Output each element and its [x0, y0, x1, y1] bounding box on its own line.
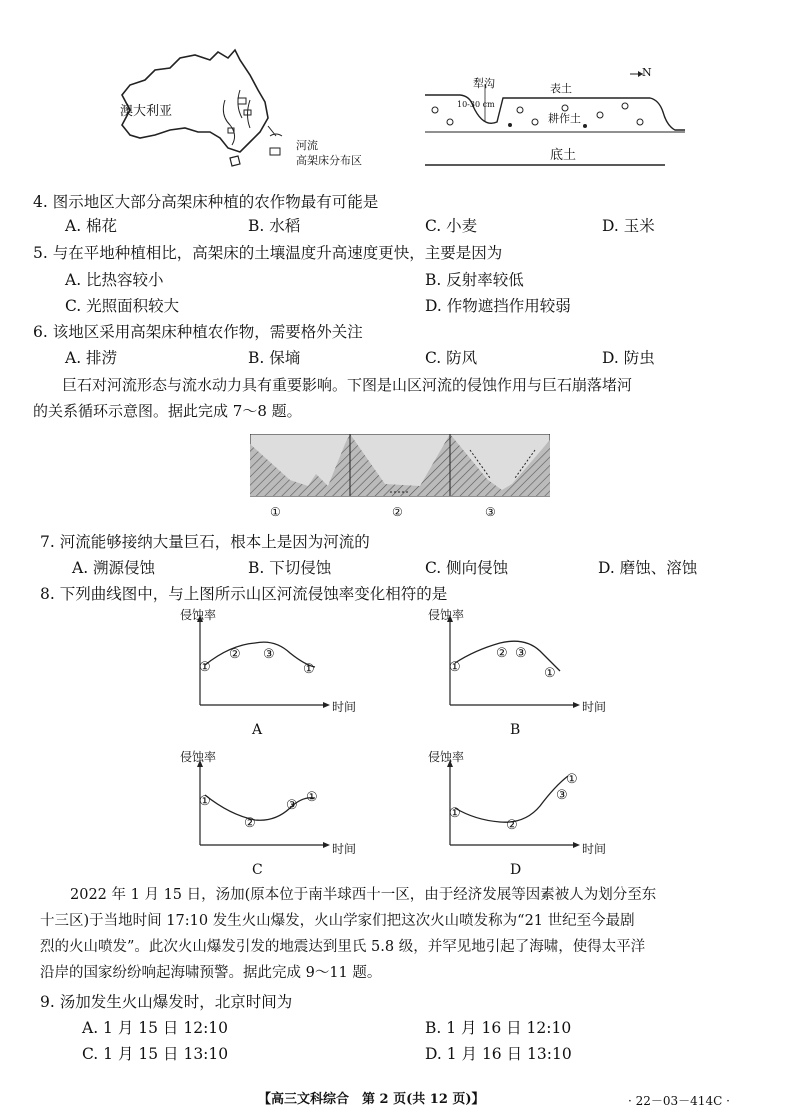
graph-c-point-3: ③	[286, 798, 298, 813]
graph-d-xlabel: 时间	[582, 842, 607, 856]
map-country-label: 澳大利亚	[120, 104, 173, 119]
q9-stem: 9. 汤加发生火山爆发时，北京时间为	[40, 993, 293, 1011]
q9-option-d[interactable]: D. 1 月 16 日 13:10	[425, 1045, 572, 1063]
q5-option-a[interactable]: A. 比热容较小	[65, 271, 164, 289]
q5-option-d[interactable]: D. 作物遮挡作用较弱	[425, 297, 571, 315]
graph-d-ylabel: 侵蚀率	[428, 750, 465, 764]
q8-stem: 8. 下列曲线图中，与上图所示山区河流侵蚀率变化相符的是	[40, 585, 448, 603]
river-line	[223, 100, 234, 145]
graph-d-point-3: ③	[556, 788, 568, 803]
graph-b-xlabel: 时间	[582, 700, 607, 714]
profile-topsoil-label: 表土	[550, 82, 572, 95]
valley-cycle-figure	[250, 434, 550, 506]
graph-b-point-2: ②	[496, 646, 508, 661]
intro3-line4: 沿岸的国家纷纷响起海啸预警。据此完成 9～11 题。	[40, 965, 382, 981]
graph-a-label: A	[252, 722, 263, 738]
q5-option-b[interactable]: B. 反射率较低	[425, 271, 524, 289]
q6-stem: 6. 该地区采用高架床种植农作物，需要格外关注	[33, 323, 363, 341]
intro3-line2: 十三区)于当地时间 17:10 发生火山爆发，火山学家们把这次火山喷发称为“21 世纪至今最剧	[40, 913, 635, 929]
graph-b-ylabel: 侵蚀率	[428, 608, 465, 622]
intro3-line1: 2022 年 1 月 15 日，汤加(原本位于南半球西十一区，由于经济发展等因素被人为划分至东	[70, 887, 657, 903]
q4-option-c[interactable]: C. 小麦	[425, 217, 478, 235]
graph-a-point-1b: ①	[303, 662, 315, 677]
q5-stem: 5. 与在平地种植相比，高架床的土壤温度升高速度更快，主要是因为	[33, 244, 503, 262]
graph-c-label: C	[252, 862, 263, 878]
graph-d-label: D	[510, 862, 522, 878]
graph-c-point-1b: ①	[306, 790, 318, 805]
graph-c-xlabel: 时间	[332, 842, 357, 856]
footer-page-info: 【高三文科综合 第 2 页(共 12 页)】	[258, 1092, 485, 1107]
graph-a-point-1: ①	[199, 660, 211, 675]
profile-furrow-label: 犁沟	[473, 77, 495, 90]
graph-d-point-1b: ①	[566, 772, 578, 787]
north-label: N	[642, 66, 652, 79]
q7-stem: 7. 河流能够接纳大量巨石，根本上是因为河流的	[40, 533, 370, 551]
q5-option-c[interactable]: C. 光照面积较大	[65, 297, 180, 315]
graph-d-point-2: ②	[506, 818, 518, 833]
q9-option-c[interactable]: C. 1 月 15 日 13:10	[82, 1045, 229, 1063]
profile-depth-label: 10-30 cm	[457, 100, 495, 109]
profile-subsoil-label: 底土	[550, 148, 577, 163]
q4-option-d[interactable]: D. 玉米	[602, 217, 655, 235]
graph-a-xlabel: 时间	[332, 700, 357, 714]
legend-river-label: 河流	[296, 139, 318, 152]
q7-option-b[interactable]: B. 下切侵蚀	[248, 559, 332, 577]
q6-option-b[interactable]: B. 保墒	[248, 349, 301, 367]
graph-b-point-1: ①	[449, 660, 461, 675]
valley-label-2: ②	[392, 505, 403, 519]
graph-c-ylabel: 侵蚀率	[180, 750, 217, 764]
graph-b-point-3: ③	[515, 646, 527, 661]
intro3-line3: 烈的火山喷发”。此次火山爆发引发的地震达到里氏 5.8 级，并罕见地引起了海啸，使得太平洋	[40, 939, 646, 955]
graph-d-point-1: ①	[449, 806, 461, 821]
graph-a-ylabel: 侵蚀率	[180, 608, 217, 622]
graph-b-point-1b: ①	[544, 666, 556, 681]
q4-option-b[interactable]: B. 水稻	[248, 217, 301, 235]
q7-option-c[interactable]: C. 侧向侵蚀	[425, 559, 509, 577]
q7-option-a[interactable]: A. 溯源侵蚀	[72, 559, 156, 577]
graph-a-point-2: ②	[229, 647, 241, 662]
intro2-line2: 的关系循环示意图。据此完成 7～8 题。	[33, 402, 302, 420]
q6-option-c[interactable]: C. 防风	[425, 349, 478, 367]
q6-option-d[interactable]: D. 防虫	[602, 349, 655, 367]
legend-bed-label: 高架床分布区	[296, 154, 362, 167]
footer-code: · 22－03－414C ·	[628, 1094, 730, 1108]
q4-stem: 4. 图示地区大部分高架床种植的农作物最有可能是	[33, 193, 379, 211]
valley-label-3: ③	[485, 505, 496, 519]
graph-c-point-1: ①	[199, 794, 211, 809]
q4-option-a[interactable]: A. 棉花	[65, 217, 118, 235]
graph-c-point-2: ②	[244, 816, 256, 831]
profile-cultivated-label: 耕作土	[548, 112, 581, 125]
graph-b-label: B	[510, 722, 521, 738]
intro2-line1: 巨石对河流形态与流水动力具有重要影响。下图是山区河流的侵蚀作用与巨石崩落堵河	[62, 376, 633, 394]
q7-option-d[interactable]: D. 磨蚀、溶蚀	[598, 559, 698, 577]
q9-option-a[interactable]: A. 1 月 15 日 12:10	[82, 1019, 229, 1037]
q6-option-a[interactable]: A. 排涝	[65, 349, 118, 367]
q9-option-b[interactable]: B. 1 月 16 日 12:10	[425, 1019, 572, 1037]
bed-area-marker	[238, 98, 246, 104]
graph-a-point-3: ③	[263, 647, 275, 662]
valley-label-1: ①	[270, 505, 281, 519]
